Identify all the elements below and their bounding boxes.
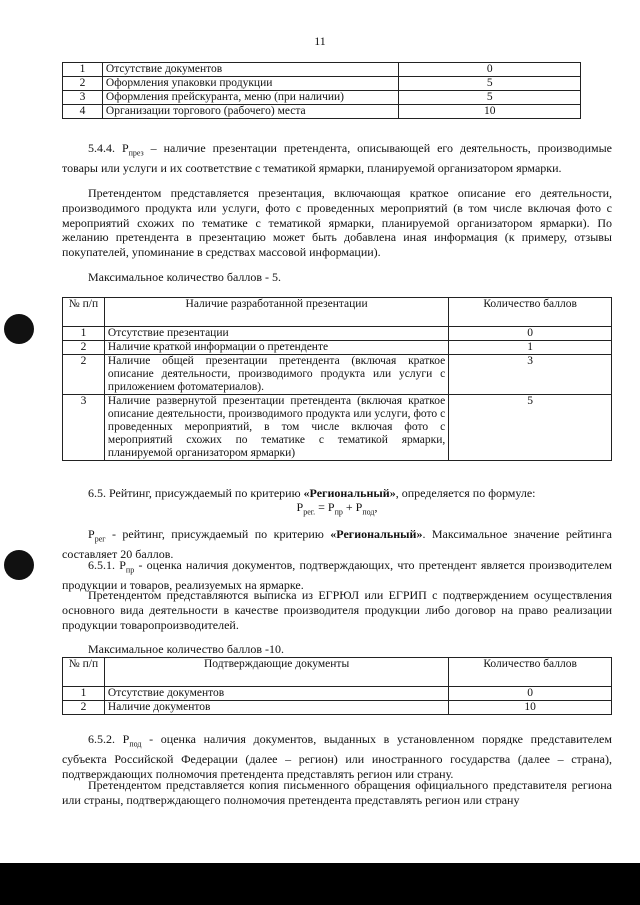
- bullet-dot: [4, 550, 34, 580]
- table-row: 2 Наличие документов 10: [63, 701, 612, 715]
- paragraph-6-5-1: 6.5.1. $Р_{пр}$ - оценка наличия документов, подтверждающих, что претендент является производителем продукции и товаров, реализуемых на ярмарке.: [62, 558, 612, 593]
- formula: $Р_{рег.} = Р_{пр} + Р_{под}$,: [296, 500, 378, 517]
- paragraph-letter: Претендентом представляется копия письменного обращения официального представителя региона или страны, подтверждающего полномочия претендента представлять регион или страну: [62, 778, 612, 807]
- table-presentation: [62, 297, 612, 461]
- table-row: 2 Наличие общей презентации претендента (включая краткое описание деятельности, производимого продукта или услуги с приложением фотоматериалов). 3: [63, 355, 612, 395]
- table-row: 4 Организации торгового (рабочего) места 10: [63, 105, 581, 119]
- page-number: 11: [314, 34, 326, 48]
- max-score-5: Максимальное количество баллов - 5.: [88, 270, 282, 284]
- paragraph-6-5-2: 6.5.2. $Р_{под}$ - оценка наличия документов, выданных в установленном порядке представителем субъекта Российской Федерации (далее – регион) или иностранного государства (далее – страна), подтверждающих полномочия претендента представлять регион или страну.: [62, 732, 612, 781]
- table-header-row: № п/п Подтверждающие документы Количество баллов: [63, 658, 612, 687]
- table-top: [62, 62, 581, 119]
- paragraph-5-4-4: 5.4.4. $Р_{през}$ – наличие презентации претендента, описывающей его деятельность, производимые товары или услуги и их соответствие с тематикой ярмарки, планируемой организатором ярмарки.: [62, 141, 612, 176]
- table-row: 2 Наличие краткой информации о претенденте 1: [63, 341, 612, 355]
- paragraph-presentation: Претендентом представляется презентация, включающая краткое описание его деятельности, производимого продукта или услуги, фото с проведенных мероприятий (в том числе включая фото с мероприятий схожих по тематике с тематикой ярмарки, планируемой организатором ярмарки). По желанию претендента в презентацию может быть добавлена иная информация (к примеру, отзывы покупателей, упоминание в средствах массовой информации).: [62, 186, 612, 260]
- paragraph-extract: Претендентом представляются выписка из ЕГРЮЛ или ЕГРИП с подтверждением осуществления основного вида деятельности в качестве производителя продукции либо договор на право реализации продукции товаропроизводителей.: [62, 588, 612, 632]
- table-row: 3 Оформления прейскуранта, меню (при наличии) 5: [63, 91, 581, 105]
- paragraph-preg: $Р_{рег}$ - рейтинг, присуждаемый по критерию «Региональный». Максимальное значение рейтинга составляет 20 баллов.: [62, 527, 612, 562]
- table-documents: [62, 657, 612, 715]
- table-row: 3 Наличие развернутой презентации претендента (включая краткое описание деятельности, производимого продукта или услуги, фото с проведенных мероприятий, в том числе включая фото с мероприятий схожих по тематике с тематикой ярмарки, планируемой организатором ярмарки) 5: [63, 395, 612, 461]
- table-row: 2 Оформления упаковки продукции 5: [63, 77, 581, 91]
- scan-bottom-bar: [0, 863, 640, 905]
- max-score-10: Максимальное количество баллов -10.: [88, 642, 285, 656]
- table-row: 1 Отсутствие документов 0: [63, 63, 581, 77]
- table-row: 1 Отсутствие документов 0: [63, 687, 612, 701]
- table-row: 1 Отсутствие презентации 0: [63, 327, 612, 341]
- bullet-dot: [4, 314, 34, 344]
- paragraph-6-5: 6.5. Рейтинг, присуждаемый по критерию «Региональный», определяется по формуле:: [88, 486, 536, 500]
- table-header-row: № п/п Наличие разработанной презентации Количество баллов: [63, 298, 612, 327]
